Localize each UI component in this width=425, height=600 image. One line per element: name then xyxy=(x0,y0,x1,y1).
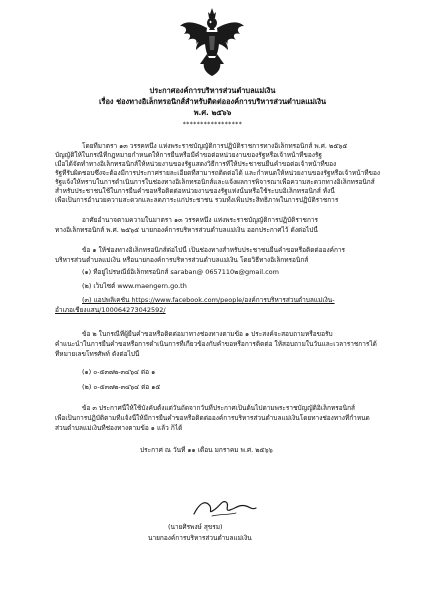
clause3-line: เพื่อเป็นการปฏิบัติตามที่แจ้งนี้ให้มีการยื่นคำขอหรือติดต่อองค์การบริหารส่วนตำบลแม่เงินโดยทางช่องทางที่กำหนด xyxy=(55,414,370,422)
website-item[interactable]: (๒) เว็บไซต์ www.maengern.go.th xyxy=(82,282,187,290)
intro-line: สำหรับประชาชนใช้ในการยื่นคำขอหรือติดต่อหน่วยงานของรัฐแห่งนั้นหรือใช้ระบบอิเล็กทรอนิกส์ ทั้งนี้ xyxy=(55,187,335,195)
clause1-line: ข้อ ๑ ให้ช่องทางอิเล็กทรอนิกส์ต่อไปนี้ เป็นช่องทางสำหรับประชาชนยื่นคำขอหรือติดต่อองค์การ xyxy=(82,246,346,254)
announcement-date: ประกาศ ณ วันที่ ๑๑ เดือน มกราคม พ.ศ. ๒๕๖๖ xyxy=(140,446,273,454)
clause2-line: คำแนะนำในการยื่นคำขอหรือการดำเนินการที่เกี่ยวข้องกับคำขอหรือการติดต่อ ให้สอบถามในวันและเวลาราชการได้ xyxy=(55,340,377,348)
clause3-line: ข้อ ๓ ประกาศนี้ให้ใช้บังคับตั้งแต่วันถัดจากวันที่ประกาศเป็นต้นไปตามพระราชบัญญัติอิเล็กทรอนิกส์ xyxy=(82,404,355,412)
intro-line: โดยที่มาตรา ๑๓ วรรคหนึ่ง แห่งพระราชบัญญัติการปฏิบัติราชการทางอิเล็กทรอนิกส์ พ.ศ. ๒๕๖๕ xyxy=(82,142,348,150)
intro-line: รัฐแจ้งให้ทราบในการดำเนินการในช่องทางอิเล็กทรอนิกส์และแจ้งผลการพิจารณาเพื่อความสะดวกทางอิเล็กทรอนิกส์ xyxy=(55,178,375,186)
clause2-line: ข้อ ๒ ในกรณีที่ผู้ยื่นคำขอหรือติดต่อมาทางช่องทางตามข้อ ๑ ประสงค์จะสอบถามหรือขอรับ xyxy=(82,330,333,338)
authority-line: ทางอิเล็กทรอนิกส์ พ.ศ. ๒๕๖๕ นายกองค์การบริหารส่วนตำบลแม่เงิน ออกประกาศไว้ ดังต่อไปนี้ xyxy=(55,226,318,234)
intro-line: เพื่อเป็นการอำนวยความสะดวกและลดภาระแก่ประชาชน รวมทั้งเพิ่มประสิทธิภาพในการปฏิบัติราชการ xyxy=(55,196,339,204)
signer-name: (นายศิรพงษ์ สุขรม) xyxy=(168,523,223,531)
clause2-line: ที่หมายเลขโทรศัพท์ ดังต่อไปนี้ xyxy=(55,350,140,358)
phone-item: (๒) ๐-๕๓๗๒-๓๔๖๔ ต่อ ๑๕ xyxy=(82,383,161,391)
facebook-link[interactable]: (๓) แอปพลิเคชัน https://www.facebook.com/people/องค์การบริหารส่วนตำบลแม่เงิน- xyxy=(82,296,335,304)
facebook-link-continued[interactable]: อำเภอเชียงแสน/100064273042592/ xyxy=(55,306,166,314)
garuda-emblem-icon xyxy=(178,6,246,78)
intro-line: เมื่อได้จัดทำทางอิเล็กทรอนิกส์ให้หน่วยงานของรัฐแสดงวิธีการที่ให้ประชาชนยื่นคำขอต่อเจ้าหน้าที่ของ xyxy=(55,160,337,168)
intro-line: รัฐที่รับผิดชอบซึ่งจะต้องมีการประกาศรายละเอียดที่สามารถติดต่อได้ และกำหนดให้หน่วยงานของรัฐหรือเจ้าหน้าที่ของ xyxy=(55,169,381,177)
email-item: (๑) ที่อยู่ไปรษณีย์อิเล็กทรอนิกส์ saraban@ 0657110๒@gmail.com xyxy=(82,268,279,276)
intro-line: บัญญัติให้ในกรณีที่กฎหมายกำหนดให้การยื่นหรือมีคำขอต่อหน่วยงานของรัฐหรือเจ้าหน้าที่ของรัฐ xyxy=(55,151,322,159)
clause3-line: ส่วนตำบลแม่เงินที่ช่องทางตามข้อ ๑ แล้ว ก็ได้ xyxy=(55,424,183,432)
separator-line: ***************** xyxy=(182,121,243,128)
signer-title: นายกองค์การบริหารส่วนตำบลแม่เงิน xyxy=(148,534,252,542)
signature-icon xyxy=(190,496,260,520)
subject-line: เรื่อง ช่องทางอิเล็กทรอนิกส์สำหรับติดต่อองค์การบริหารส่วนตำบลแม่เงิน xyxy=(98,97,327,106)
clause1-line: บริหารส่วนตำบลแม่เงิน หรือนายกองค์การบริหารส่วนตำบลแม่เงิน โดยวิธีทางอิเล็กทรอนิกส์ xyxy=(55,256,309,264)
year-line: พ.ศ. ๒๕๖๖ xyxy=(193,108,232,117)
authority-line: อาศัยอำนาจตามความในมาตรา ๑๓ วรรคหนึ่ง แห่งพระราชบัญญัติการปฏิบัติราชการ xyxy=(82,216,319,224)
org-title: ประกาศองค์การบริหารส่วนตำบลแม่เงิน xyxy=(149,86,276,95)
phone-item: (๑) ๐-๕๓๗๒-๓๔๖๔ ต่อ ๑ xyxy=(82,368,156,376)
